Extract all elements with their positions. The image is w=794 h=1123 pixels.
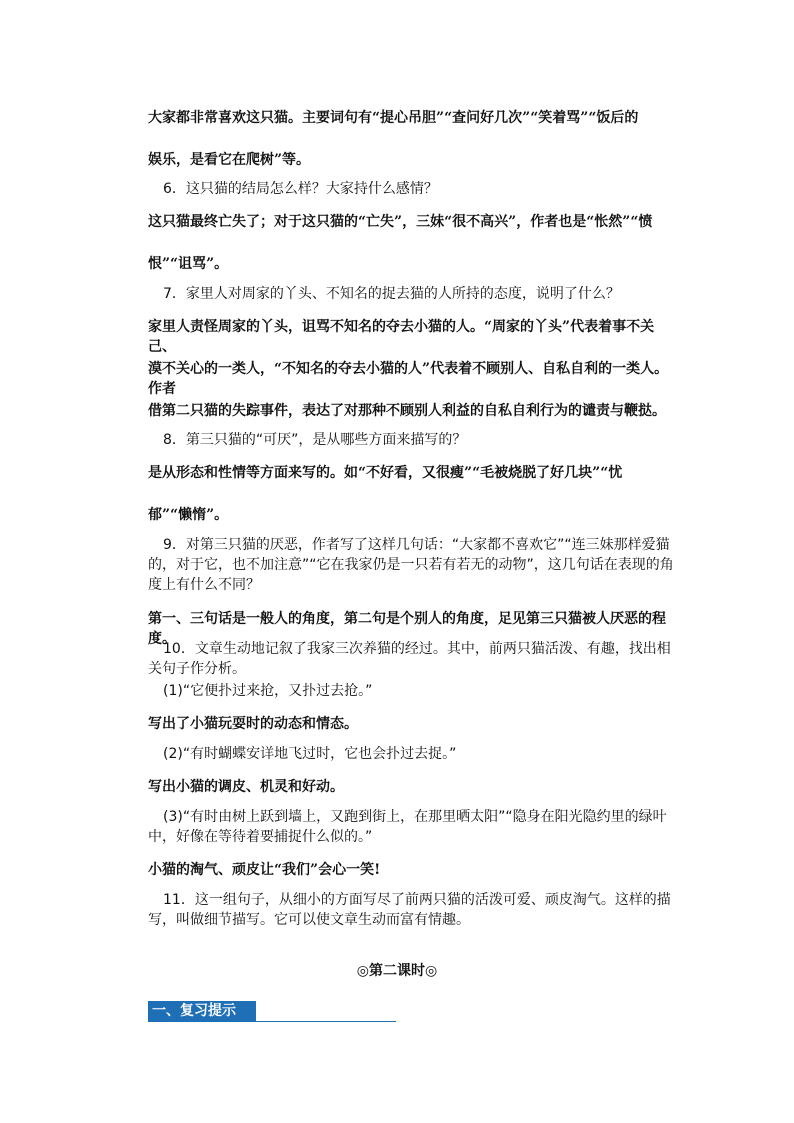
answer-7-line-3: 借第二只猫的失踪事件，表达了对那种不顾别人利益的自私自利行为的谴责与鞭挞。	[148, 403, 666, 419]
answer-10-3: 小猫的淘气、顽皮让“我们”会心一笑!	[148, 862, 381, 878]
question-10-1: (1)“它便扑过来抢，又扑过去抢。”	[163, 683, 373, 699]
answer-10-1: 写出了小猫玩耍时的动态和情态。	[148, 716, 358, 732]
answer-8-line-2: 郁”“懒惰”。	[148, 507, 229, 523]
answer-8-line-1: 是从形态和性情等方面来写的。如“不好看，又很瘦”“毛被烧脱了好几块”“忧	[148, 465, 623, 481]
answer-7-line-1: 家里人责怪周家的丫头，诅骂不知名的夺去小猫的人。“周家的丫头”代表着事不关己、	[148, 319, 655, 355]
answer-6-line-1: 这只猫最终亡失了；对于这只猫的“亡失”，三妹“很不高兴”，作者也是“怅然”“愤	[148, 214, 653, 230]
question-8: 8．第三只猫的“可厌”，是从哪些方面来描写的？	[163, 432, 467, 448]
question-6: 6．这只猫的结局怎么样？大家持什么感情？	[163, 181, 438, 197]
question-9: 9．对第三只猫的厌恶，作者写了这样几句话：“大家都不喜欢它”“连三妹那样爱猫的，对于它，也不加注意”“它在我家仍是一只若有若无的动物”，这几句话在表现的角度上有什么不同？	[148, 537, 674, 593]
answer-9: 第一、三句话是一般人的角度，第二句是个别人的角度，足见第三只猫被人厌恶的程度。	[148, 611, 666, 647]
answer-5-line-2: 娱乐，是看它在爬树”等。	[148, 152, 311, 168]
lesson-title: ◎第二课时◎	[356, 963, 438, 979]
section-heading-bar	[252, 1001, 255, 1021]
section-heading	[148, 1001, 396, 1023]
section-heading-label: 一、复习提示	[148, 1001, 256, 1021]
question-10-2: (2)“有时蝴蝶安详地飞过时，它也会扑过去捉。”	[163, 746, 457, 762]
answer-10-2: 写出小猫的调皮、机灵和好动。	[148, 779, 344, 795]
answer-5-line-1: 大家都非常喜欢这只猫。主要词句有“提心吊胆”“查问好几次”“笑着骂”“饭后的	[148, 110, 639, 126]
question-11: 11．这一组句子，从细小的方面写尽了前两只猫的活泼可爱、顽皮淘气。这样的描写，叫做细节描写。它可以使文章生动而富有情趣。	[148, 892, 671, 928]
answer-6-line-2: 恨”“诅骂”。	[148, 256, 229, 272]
question-10-3: (3)“有时由树上跃到墙上，又跑到街上，在那里晒太阳”“隐身在阳光隐约里的绿叶中，好像在等待着要捕捉什么似的。”	[148, 809, 667, 845]
question-10: 10．文章生动地记叙了我家三次养猫的经过。其中，前两只猫活泼、有趣，找出相关句子作分析。	[148, 641, 671, 677]
section-heading-underline	[148, 1021, 396, 1022]
question-7: 7．家里人对周家的丫头、不知名的捉去猫的人所持的态度，说明了什么？	[163, 286, 620, 302]
answer-7-line-2: 漠不关心的一类人，“不知名的夺去小猫的人”代表着不顾别人、自私自利的一类人。作者	[148, 361, 669, 397]
